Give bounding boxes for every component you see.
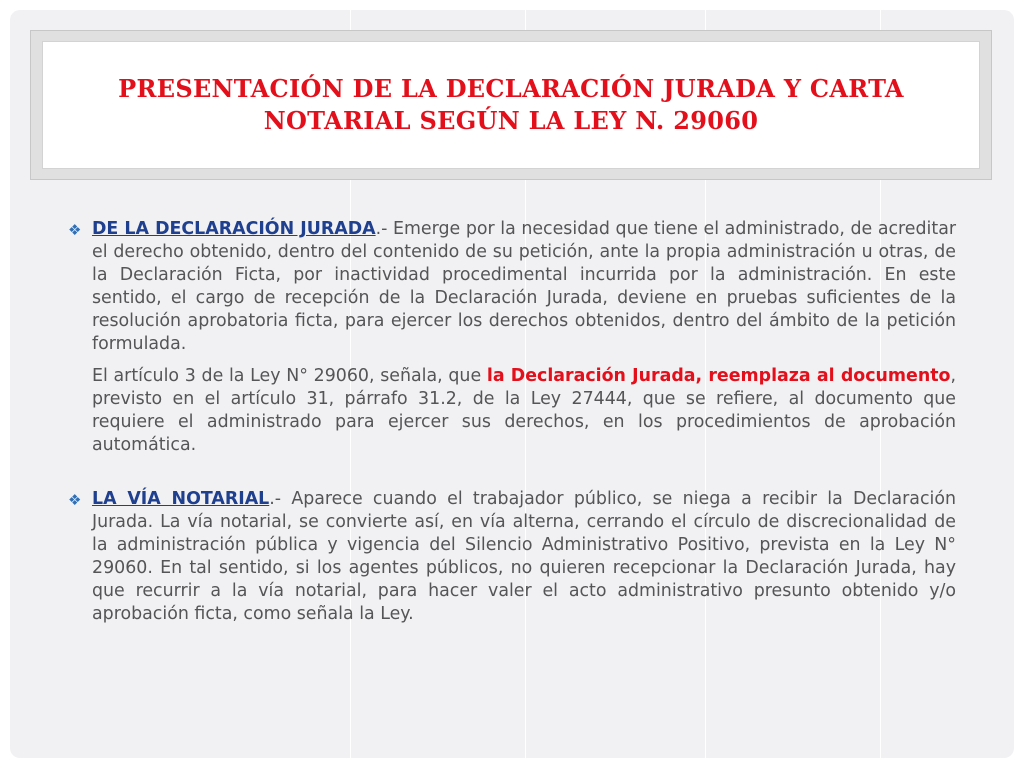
slide-title <box>118 73 904 137</box>
title-frame <box>30 30 992 180</box>
bullet-item-declaracion-jurada <box>68 218 956 457</box>
paragraph-via-notarial <box>92 488 956 626</box>
diamond-bullet-icon: ❖ <box>68 491 82 509</box>
text-articulo-after: , previsto en el artículo 31, párrafo 31.2, de la Ley 27444, que se refiere, al documento que requiere el administrado para ejercer sus derechos, en los procedimientos de aprobación automática. <box>92 366 956 455</box>
text-declaracion: .- Emerge por la necesidad que tiene el administrado, de acreditar el derecho obtenido, dentro del contenido de su petición, ante la propia administración u otras, de la Declaración Ficta, por inactividad procedimental incurrida por la administración. En este sentido, el cargo de recepción de la Declaración Jurada, deviene en pruebas suficientes de la resolución aprobatoria ficta, para ejercer los derechos obtenidos, dentro del ámbito de la petición formulada. <box>92 219 956 354</box>
title-box <box>42 41 980 169</box>
text-via-notarial: .- Aparece cuando el trabajador público, se niega a recibir la Declaración Jurada. La vía notarial, se convierte así, en vía alterna, cerrando el círculo de discrecionalidad de la administración pública y vigencia del Silencio Administrativo Positivo, prevista en la Ley N° 29060. En tal sentido, si los agentes públicos, no quieren recepcionar la Declaración Jurada, hay que recurrir a la vía notarial, para hacer valer el acto administrativo presunto obtenido y/o aprobación ficta, como señala la Ley. <box>92 489 957 624</box>
title-line-2: NOTARIAL SEGÚN LA LEY N. 29060 <box>263 106 759 135</box>
emphasis-reemplaza: la Declaración Jurada, reemplaza al documento <box>486 366 951 386</box>
diamond-bullet-icon: ❖ <box>68 221 82 239</box>
bullet-item-via-notarial <box>68 488 956 626</box>
heading-via-notarial: LA VÍA NOTARIAL <box>92 489 270 509</box>
slide-content <box>68 218 956 626</box>
text-articulo-before: El artículo 3 de la Ley N° 29060, señala, que <box>92 366 487 386</box>
heading-declaracion-jurada: DE LA DECLARACIÓN JURADA <box>92 219 376 239</box>
paragraph-articulo-3 <box>92 365 956 457</box>
paragraph-declaracion <box>92 218 956 356</box>
title-line-1: PRESENTACIÓN DE LA DECLARACIÓN JURADA Y CARTA <box>118 74 904 103</box>
